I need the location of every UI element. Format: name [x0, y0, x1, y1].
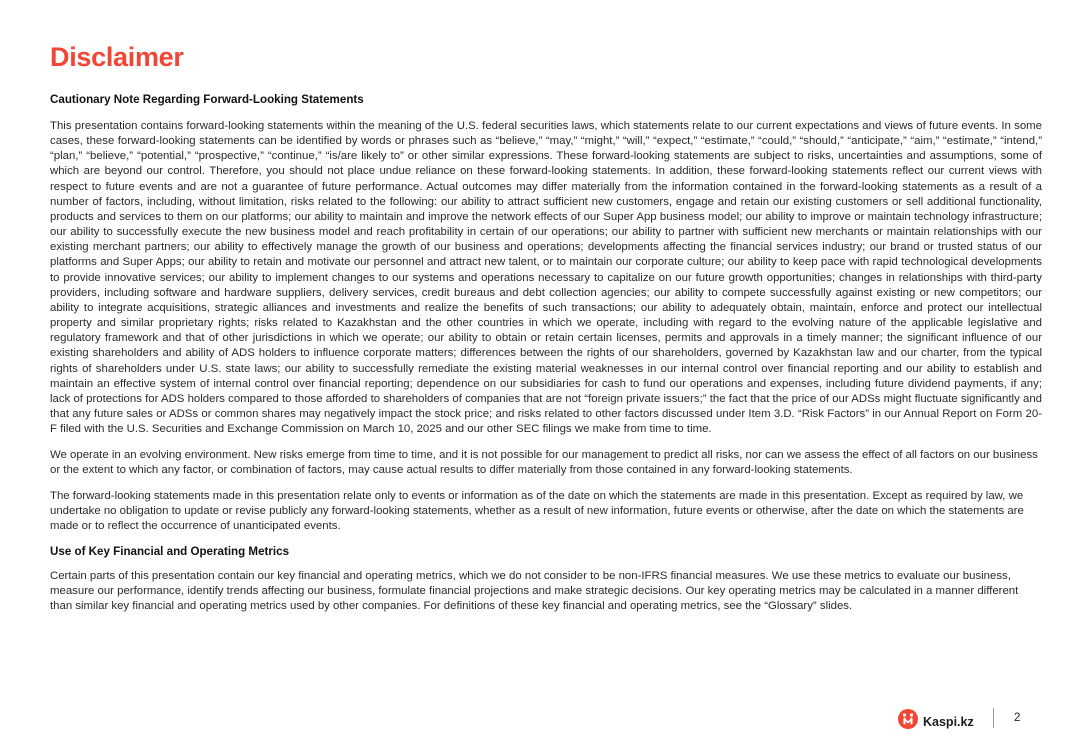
kaspi-logo	[898, 709, 974, 734]
key-metrics-heading: Use of Key Financial and Operating Metrics	[50, 545, 290, 559]
kaspi-logo-text: Kaspi.kz	[923, 714, 974, 729]
footer-divider	[993, 708, 994, 728]
forward-looking-heading: Cautionary Note Regarding Forward-Looking Statements	[50, 93, 364, 106]
forward-looking-paragraph: This presentation contains forward-looking statements within the meaning of the U.S. federal securities laws, which statements relate to our current expectations and views of future events. In some cases, these forward-looking statements can be identified by words or phrases such as “believe,” “may,” “might,” “will,” “expect,” “estimate,” “could,” “should,” “anticipate,” “aim,” “estimate,” “intend,” “plan,” “believe,” “potential,” “prospective,” “continue,” “is/are likely to” or other similar expressions. These forward-looking statements are subject to risks, uncertainties and assumptions, some of which are beyond our control. Therefore, you should not place undue reliance on these forward-looking statements. In addition, these forward-looking statements reflect our current views with respect to future events and are not a guarantee of future performance. Actual outcomes may differ materially from the information contained in the forward-looking statements as a result of a number of factors, including, without limitation, risks related to the following: our ability to attract sufficient new customers, engage and retain our existing customers or sell additional functionality, products and services to them on our platforms; our ability to maintain and improve the network effects of our Super App business model; our ability to improve or maintain technology infrastructure; our ability to successfully execute the new business model and reach profitability in certain of our operations; our ability to partner with sufficient new merchants or maintain relationships with our existing merchant partners; our ability to effectively manage the growth of our business and operations; developments affecting the financial services industry; our brand or trusted status of our platforms and Super Apps; our ability to retain and motivate our personnel and attract new talent, or to maintain our corporate culture; our ability to keep pace with rapid technological developments to provide innovative services; our ability to implement changes to our systems and operations necessary to capitalize on our future growth opportunities; changes in relationships with third-party providers, including software and hardware suppliers, delivery services, credit bureaus and debt collection agencies; our ability to compete successfully against existing or new competitors; our ability to integrate acquisitions, strategic alliances and investments and realize the benefits of such transactions; our ability to adequately obtain, maintain, enforce and protect our intellectual property and similar proprietary rights; risks related to Kazakhstan and the other countries in which we operate, including with regard to the evolving nature of the applicable legislative and regulatory framework and that of other jurisdictions in which we operate; our ability to obtain or retain certain licenses, permits and approvals in a timely manner; the significant influence of our existing shareholders and ability of ADS holders to influence corporate matters; differences between the rights of our shareholders, governed by Kazakhstan law and our charter, from the typical rights of shareholders under U.S. state laws; our ability to successfully remediate the existing material weaknesses in our internal control over financial reporting and our ability to establish and maintain an effective system of internal control over financial reporting; dependence on our subsidiaries for cash to fund our operations and expenses, including future dividend payments, if any; lack of protections for ADS holders compared to those afforded to shareholders of companies that are not “foreign private issuers;” the fact that the price of our ADSs might fluctuate significantly and that any future sales or ADSs or common shares may negatively impact the stock price; and risks related to other factors discussed under Item 3.D. “Risk Factors” in our Annual Report on Form 20-F filed with the U.S. Securities and Exchange Commission on March 10, 2025 and our other SEC filings we make from time to time.	[50, 120, 1042, 436]
forward-looking-date-paragraph: The forward-looking statements made in this presentation relate only to events or information as of the date on which the statements are made in this presentation. Except as required by law, we undertake no obligation to update or revise publicly any forward-looking statements, whether as a result of new information, future events or otherwise, after the date on which the statements are made or to reflect the occurrence of unanticipated events.	[50, 489, 1024, 532]
page-title: Disclaimer	[50, 42, 184, 72]
disclaimer-content	[50, 92, 1042, 615]
evolving-environment-paragraph: We operate in an evolving environment. New risks emerge from time to time, and it is not possible for our management to predict all risks, nor can we assess the effect of all factors on our business or the extent to which any factor, or combination of factors, may cause actual results to differ materially from those contained in any forward-looking statements.	[50, 449, 1038, 477]
key-metrics-paragraph: Certain parts of this presentation contain our key financial and operating metrics, which we do not consider to be non-IFRS financial measures. We use these metrics to evaluate our business, measure our performance, identify trends affecting our business, formulate financial projections and make strategic decisions. Our key operating metrics may be calculated in a manner different than similar key financial and operating metrics used by other companies. For definitions of these key financial and operating metrics, see the “Glossary” slides.	[50, 570, 1019, 613]
page-number: 2	[1014, 712, 1021, 724]
kaspi-logo-icon	[898, 709, 918, 734]
